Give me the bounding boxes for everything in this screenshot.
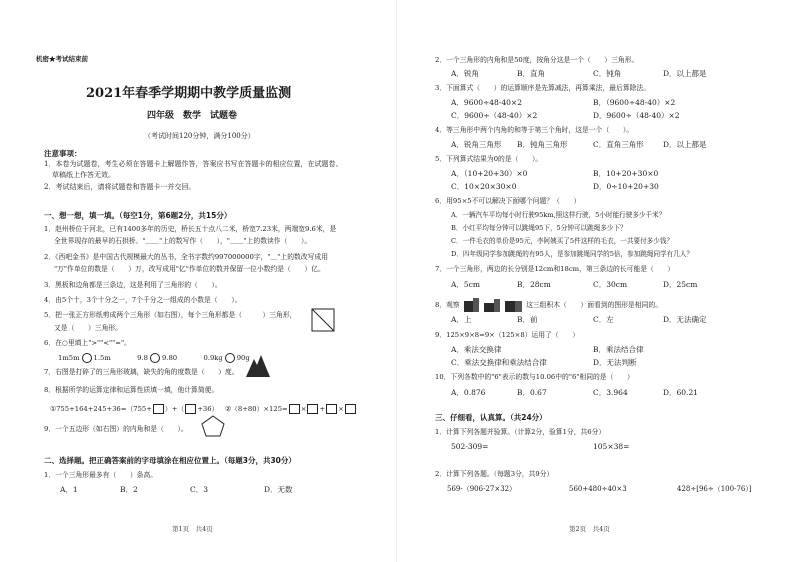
answer-box[interactable] — [307, 404, 318, 414]
choice-3-option[interactable]: D．9600÷（48-40）×2 — [593, 111, 680, 120]
choice-7: 7．一个三角形，两边的长分别是12cm和18cm，第三条边的长可能是（ ） — [435, 265, 675, 273]
broken-triangle-figure — [244, 353, 272, 379]
choice-9: 9．125×9×8=9×（125×8）运用了（ ） — [435, 331, 580, 339]
choice-5-option[interactable]: B．10+20+30×0 — [593, 169, 659, 178]
choice-9-option[interactable]: A．乘法交换律 — [451, 345, 502, 354]
question-1-cont: 全世界现存的最早的石拱桥。"＿＿"上的数写作（ ），"＿＿"上的数读作（ ）。 — [54, 237, 312, 245]
choice-6-option[interactable]: B．小红平均每分钟可以跳绳95下，5分钟可以跳绳多少下？ — [451, 224, 627, 232]
choice-6-option[interactable]: A．一辆汽车平均每小时行驶95km,照这样行驶，5小时能行驶多少千米？ — [451, 211, 666, 219]
choice-8-rest: 这三组积木（ ）面看到的图形是相同的。 — [526, 301, 662, 309]
question-1: 1．赵州桥位于河北，已有1400多年的历史，桥长五十点八二米，桥宽7.23米，两端宽9.6米，是 — [44, 225, 337, 233]
choice-7-option[interactable]: D．25cm — [663, 280, 698, 289]
question-3: 3．黑板和边角都是三条边，这是利用了三角形的（ ）。 — [44, 281, 222, 289]
problem-2: 2．计算下列各题。（每题3分，共9分） — [435, 470, 554, 478]
compare-circle[interactable] — [82, 353, 92, 363]
choice-9-option[interactable]: D．无法判断 — [593, 358, 637, 367]
question-6: 6．在○里填上">""<""="。 — [44, 339, 131, 347]
compare-circle[interactable] — [150, 353, 160, 363]
choice-1-option[interactable]: D．无数 — [264, 485, 293, 494]
exam-title: 2021年春季学期期中教学质量监测 — [86, 86, 292, 101]
expr-8a: ①755+164+245+36=（755+ — [50, 405, 152, 413]
page-right — [397, 0, 794, 562]
page-footer: 第2页 共4页 — [569, 525, 610, 533]
notes-title: 注意事项： — [44, 149, 82, 158]
compare-row — [58, 353, 250, 363]
expr-8b: ②（8+80）×125= — [225, 405, 288, 413]
note-line: 草稿纸上作答无效。 — [52, 171, 115, 179]
choice-4-option[interactable]: D．以上都是 — [663, 140, 707, 149]
problem-1-item: 105×38= — [593, 442, 630, 451]
choice-6-option[interactable]: D．四年级同学参加跳绳的有95人，是参加跳绳同学的5倍，参加跳绳同学有几人？ — [451, 250, 694, 258]
page-footer: 第1页 共4页 — [172, 525, 213, 533]
answer-box[interactable] — [326, 404, 337, 414]
choice-7-option[interactable]: C．30cm — [593, 280, 628, 289]
expr-8a-end: +36） — [197, 405, 219, 413]
choice-3-option[interactable]: C．9600÷（48-40）×2 — [451, 111, 538, 120]
choice-1-option[interactable]: C．3 — [190, 485, 209, 494]
problem-2-item: 569-（906-27×32） — [447, 485, 517, 493]
choice-3: 3．下面算式（ ）的运算顺序是先算减法，再算乘法，最后算除法。 — [435, 84, 651, 92]
choice-10-option[interactable]: D．60.21 — [663, 388, 698, 397]
compare-circle[interactable] — [225, 353, 235, 363]
choice-2-option[interactable]: C．钝角 — [593, 69, 622, 78]
compare-item: 0.9kg — [203, 354, 223, 362]
secret-label: 机密★考试结束前 — [36, 55, 88, 63]
compare-item: 1m5m — [58, 354, 80, 362]
question-9: 9．一个五边形（如右图）的内角和是（ ）。 — [44, 425, 188, 433]
choice-8-option[interactable]: A．上 — [451, 315, 472, 324]
compare-item: 90g — [236, 354, 250, 362]
building-blocks-figure — [462, 297, 524, 313]
choice-5-option[interactable]: A．（10+20+30）×0 — [451, 169, 528, 178]
choice-8-option[interactable]: D．无法确定 — [663, 315, 707, 324]
question-7: 7．右图是打碎了的三角形玻璃，缺失的角的度数是（ ）度。 — [44, 368, 239, 376]
choice-2-option[interactable]: B．直角 — [517, 69, 546, 78]
choice-10-option[interactable]: B．0.67 — [517, 388, 547, 397]
choice-1-option[interactable]: A．1 — [60, 485, 78, 494]
problem-1-item: 502-309= — [451, 442, 489, 451]
note-line: 1．本卷为试题卷，考生必须在答题卡上解题作答，答案应书写在答题卡的相应位置，在试题卷、 — [44, 160, 343, 168]
question-8a — [50, 404, 218, 414]
question-8: 8．根据所学的运算定律和运算性质填一填，他计算简便。 — [44, 386, 219, 394]
choice-6-option[interactable]: C．一件毛衣的单价是95元，李阿姨买了5件这样的毛衣，一共要付多少钱？ — [451, 237, 674, 245]
choice-9-option[interactable]: B．乘法结合律 — [593, 345, 644, 354]
choice-10-option[interactable]: A．0.876 — [451, 388, 486, 397]
choice-4-option[interactable]: A．锐角三角形 — [451, 140, 502, 149]
pentagon-figure — [200, 414, 226, 438]
note-line: 2．考试结束后，请将试题卷和答题卡一并交回。 — [44, 183, 196, 191]
choice-7-option[interactable]: B．28cm — [517, 280, 551, 289]
choice-2-option[interactable]: A．锐角 — [451, 69, 479, 78]
choice-5: 5．下列算式结果为0的是（ ）。 — [435, 155, 543, 163]
choice-8 — [435, 297, 662, 313]
choice-2-option[interactable]: D．以上都是 — [663, 69, 707, 78]
choice-7-option[interactable]: A．5cm — [451, 280, 481, 289]
choice-5-option[interactable]: C．10×20×30×0 — [451, 182, 517, 191]
section-2-heading: 二、选择题。把正确答案前的字母填涂在相应位置上。（每题3分，共30分） — [44, 456, 296, 465]
choice-5-option[interactable]: D．0÷10+20+30 — [593, 182, 659, 191]
choice-10: 10．下列各数中的"6"表示的数与10.06中的"6"相同的是（ ） — [435, 373, 634, 381]
choice-2: 2．一个三角形的内角和是50度，按角分这是一个（ ）三角形。 — [435, 56, 639, 64]
choice-9-option[interactable]: C．乘法交换律和乘法结合律 — [451, 358, 547, 367]
answer-box[interactable] — [289, 404, 300, 414]
problem-2-item: 428÷[96÷（100-76）] — [677, 485, 752, 493]
question-5-cont: 又是（ ）三角形。 — [54, 324, 122, 332]
choice-4-option[interactable]: B．钝角三角形 — [517, 140, 568, 149]
answer-box[interactable] — [345, 404, 356, 414]
compare-item: 9.80 — [161, 354, 178, 362]
choice-8-option[interactable]: B．前 — [517, 315, 538, 324]
choice-1-option[interactable]: B．2 — [120, 485, 138, 494]
choice-10-option[interactable]: C．3.964 — [593, 388, 628, 397]
choice-6: 6．用95×5不可以解决下面哪个问题？（ ） — [435, 197, 581, 205]
question-4: 4．由5个十，3个十分之一，7个千分之一组成的小数是（ ）。 — [44, 296, 242, 304]
exam-subtitle: 四年级 数学 试题卷 — [147, 111, 238, 121]
choice-3-option[interactable]: B．（9600÷48-40）×2 — [593, 98, 676, 107]
section-3-heading: 三、仔细看，认真算。（共24分） — [435, 413, 547, 422]
section-1-heading: 一、想一想，填一填。（每空1分，第6题2分，共15分） — [44, 211, 232, 220]
question-2-cont: "万"作单位的数是（ ）万，改写成用"亿"作单位的数并保留一位小数约是（ ）亿。 — [54, 265, 325, 273]
answer-box[interactable] — [185, 404, 196, 414]
question-8b: ②（8+80）×125= × + × — [225, 404, 357, 414]
answer-box[interactable] — [153, 404, 164, 414]
choice-8-lead: 8．观察 — [435, 301, 460, 309]
choice-4-option[interactable]: C．直角三角形 — [593, 140, 644, 149]
question-5: 5．把一张正方形纸剪成两个三角形（如右图），每个三角形都是（ ）三角形， — [44, 311, 297, 319]
problem-1: 1．计算下列各题并验算。（计算2分，验算1分，共6分） — [435, 428, 606, 436]
choice-8-option[interactable]: C．左 — [593, 315, 614, 324]
choice-1: 1．一个三角形最多有（ ）条高。 — [44, 471, 158, 479]
compare-item: 1.5m — [93, 354, 111, 362]
square-diagonal-figure — [311, 308, 335, 332]
problem-2-item: 560+480÷40×3 — [569, 485, 627, 493]
expr-8a-mid: ）+（ — [164, 405, 185, 413]
exam-info: （考试时间120分钟，满分100分） — [144, 132, 255, 140]
compare-item: 9.8 — [137, 354, 148, 362]
choice-3-option[interactable]: A．9600÷48-40×2 — [451, 98, 522, 107]
question-2: 2．《西吧金书》是中国古代规模最大的丛书，全书字数约997000000字，"＿"上的数改写成用 — [44, 253, 328, 261]
choice-4: 4．等三角形中两个内角的和等于第三个角时，这是一个（ ）。 — [435, 126, 634, 134]
